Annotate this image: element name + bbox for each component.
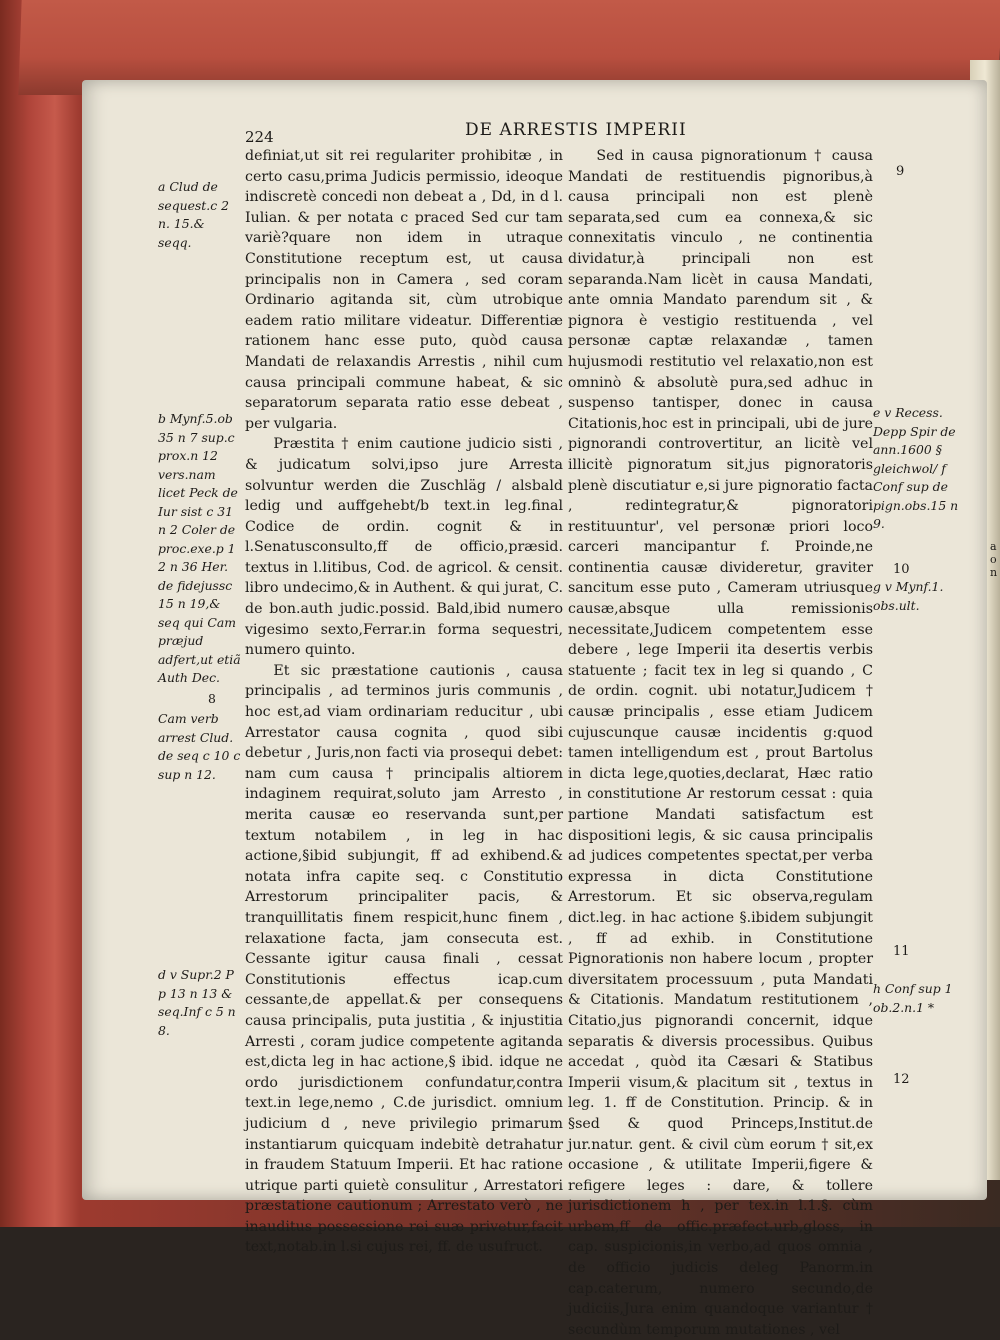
running-header: DE ARRESTIS IMPERII — [465, 120, 687, 140]
margin-note: a Clud de sequest.c 2 n. 15.& seqq. — [158, 179, 229, 250]
margin-number: 10 — [893, 562, 910, 577]
paragraph: Præstita † enim cautione judicio sisti , & judicatum solvi,ipso jure Arresta solvuntur werden die Zuschläg / alsbald ledig und auffgehebt/b text.in leg.final Codice de ordin. cognit & in l.Senatusconsulto,ff de officio,præsid. textus in l.litibus, Cod. de agricol. & censit. libro undecimo,& in Authent. & qui jurat, C. de bon.auth judic.possid. Bald,ibid numero vigesimo sexto,Ferrar.in forma sequestri, numero quinto. — [245, 436, 563, 659]
margin-note: Cam verb arrest Clud. de seq c 10 c sup n 12. — [158, 711, 241, 782]
right-text-column — [568, 146, 873, 1340]
paragraph: Et sic præstatione cautionis , causa principalis , ad terminos juris communis , hoc est,ad viam ordinariam reducitur , ubi Arrestator causa cognita , quod sibi debetur , Juris,non facti via prosequi debet: nam cum causa † principalis altiorem indaginem requirat,soluto jam Arresto , merita causæ eo reservanda sunt,per textum notabilem , in leg in hac actione,§ibid subjungit, ff ad exhibend.& notata infra capite seq. c Constitutio Arrestorum principaliter pacis, & tranquillitatis finem respicit,hunc finem , relaxatione facta, jam consecuta est. Cessante igitur causa finali , cessat Constitutionis effectus icap.cum cessante,de appellat.& per consequens causa principalis, puta justitia , & injustitia Arresti , coram judice competente agitanda est,dicta leg in hac actione,§ ibid. idque ne ordo jurisdictionem confundatur,contra text.in lege,nemo , C.de jurisdict. omnium judicium d , neve privilegio primarum instantiarum quicquam indebitè detrahatur in fraudem Statuum Imperii. Et hac ratione utrique parti quietè consulitur , Arrestatori præstatione cautionum ; Arrestato verò , ne inauditus possessione rei suæ privetur,facit text,notab.in l.si cujus rei, ff. de usufruct. — [245, 662, 563, 1256]
margin-number: 8 — [208, 691, 216, 706]
margin-note: b Mynf.5.ob 35 n 7 sup.c prox.n 12 vers.nam licet Peck de Iur sist c 31 n 2 Coler de proc.exe.p 1 2 n 36 Her. de fidejussc 15 n 19,& seq qui Cam præjud adfert,ut etiã Auth Dec. — [158, 411, 241, 685]
paragraph: Sed in causa pignorationum † causa Mandati de restituendis pignoribus,à causa principali non est plenè separata,sed cum ea connexa,& sic connexitatis vinculo , ne continentia dividatur,à principali non est separanda.Nam licèt in causa Mandati, ante omnia Mandato parendum sit , & pignora è vestigio restituenda , vel personæ captæ relaxandæ , tamen hujusmodi restitutio vel relaxatio,non est omninò & absolutè pura,sed adhuc in suspenso tantisper, donec in causa Citationis,hoc est in principali, ubi de jure pignorandi controvertitur, an licitè vel illicitè pignoratum sit,jus pignoratoris plenè discutiatur e,si jure pignoratio facta , redintegratur,& pignoratori restituuntur', vel personæ priori loco carceri mancipantur f. Proinde,ne continentia causæ divideretur, graviter sancitum esse puto , Cameram utriusque causæ,absque ulla remissionis necessitate,Judicem competentem esse debere , lege Imperii ita desertis verbis statuente ; facit tex in leg si quando , C de ordin. cognit. ubi notatur,Judicem † causæ principalis , esse etiam Judicem cujuscunque causæ incidentis g:quod tamen intelligendum est , prout Bartolus in dicta lege,quoties,declarat, Hæc ratio in constitutione Ar restorum cessat : quia partione Mandati satisfactum est dispositioni legis, & sic causa principalis ad judices competentes spectat,per verba expressa in dicta Constitutione Arrestorum. Et sic observa,regulam dict.leg. in hac actione §.ibidem subjungit , ff ad exhib. in Constitutione Pignorationis non habere locum , propter diversitatem processuum , puta Mandati & Citationis. Mandatum restitutionem , Citatio,jus pignorandi concernit, idque separatis & diversis processibus. Quibus accedat , quòd ita Cæsari & Statibus Imperii visum,& placitum sit , textus in leg. 1. ff de Constitution. Princip. & in §sed & quod Princeps,Institut.de jur.natur. gent. & civil cùm eorum † sit,ex occasione , & utilitate Imperii,figere & refigere leges : dare, & tollere jurisdictionem h , per tex.in l.1.§. cùm urbem,ff de offic.præfect.urb,gloss, in cap. suspicionis,in verbo,ad quos omnia , de officio judicis deleg Panorm.in cap.caterum, numero secundo,de judiciis,Jura enim quandoque variantur † secundùm temporum mutationes , vel — [568, 148, 873, 1338]
margin-number: 11 — [893, 944, 910, 959]
margin-number: 9 — [896, 164, 905, 179]
margin-note: e v Recess. Depp Spir de ann.1600 § gleichwol/ f Conf sup de pign.obs.15 n 9. — [873, 405, 959, 531]
page-number: 224 — [245, 128, 274, 146]
next-page-fragment: a o n — [990, 540, 998, 579]
left-text-column — [245, 146, 563, 1258]
margin-note: g v Mynf.1. obs.ult. — [873, 579, 944, 613]
margin-note: d v Supr.2 P p 13 n 13 & seq.Inf c 5 n 8. — [158, 967, 236, 1038]
paragraph: definiat,ut sit rei regulariter prohibitæ , in certo casu,prima Judicis permissio, ideoque indiscretè concedi non debeat a , Dd, in d l. Iulian. & per notata c praced Sed cur tam variè?quare non idem in utraque Constitutione receptum est, ut causa principalis non in Camera , sed coram Ordinario agitanda sit, cùm utrobique eadem ratio militare videatur. Differentiæ rationem hanc esse puto, quòd causa Mandati de relaxandis Arrestis , nihil cum causa principali commune habeat, & sic separatorum separata ratio esse debeat , per vulgaria. — [245, 148, 563, 432]
margin-note: h Conf sup 1 ob.2.n.1 * — [873, 981, 953, 1015]
margin-number: 12 — [893, 1072, 910, 1087]
